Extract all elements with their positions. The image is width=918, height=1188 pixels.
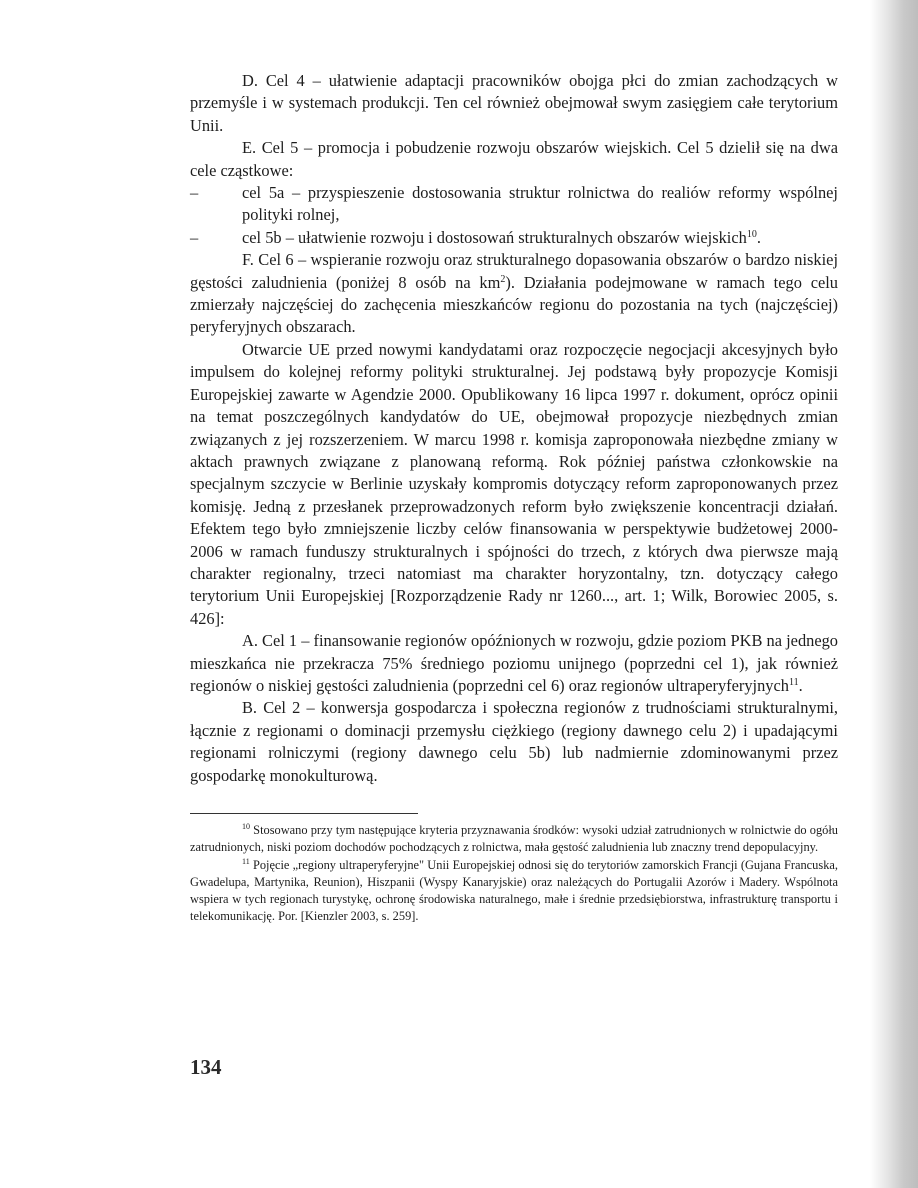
paragraph-new-cel-1: A. Cel 1 – finansowanie regionów opóźnionych w rozwoju, gdzie poziom PKB na jednego mieszkańca nie przekracza 75% średniego poziomu unijnego (poprzedni cel 1), jak również regionów o niskiej gęstości zaludnienia (poprzedni cel 6) oraz regionów ultraperyferyjnych$^{11}$. [190, 631, 838, 695]
footnote-ref-11: 11 [788, 676, 799, 688]
page-edge-shadow [870, 0, 918, 1188]
paragraph-new-cel-2: B. Cel 2 – konwersja gospodarcza i społeczna regionów z trudnościami strukturalnymi, łącznie z regionami o dominacji przemysłu ciężkiego (regiony dawnego celu 2) i upadającymi regionami rolniczymi (regiony dawnego celu 5b) lub nadmiernie zdominowanymi przez gospodarkę monokulturową. [190, 698, 838, 785]
dash-bullet: – [190, 227, 199, 247]
footnote-divider [190, 813, 418, 814]
page-number: 134 [190, 1055, 222, 1079]
paragraph-agenda-2000: Otwarcie UE przed nowymi kandydatami oraz rozpoczęcie negocjacji akcesyjnych było impulsem do kolejnej reformy polityki strukturalnej. Jej podstawą były propozycje Komisji Europejskiej zawarte w Agendzie 2000. Opublikowany 16 lipca 1997 r. dokument, oprócz opinii na temat poszczególnych kandydatów do UE, obejmował propozycje niezbędnych zmian związanych z jej rozszerzeniem. W marcu 1998 r. komisja zaproponowała niezbędne zmiany w aktach prawnych związane z planowaną reformą. Rok później państwa członkowskie na specjalnym szczycie w Berlinie uzyskały kompromis dotyczący reform zaproponowanych przez komisję. Jedną z przesłanek przeprowadzonych reform było zwiększenie koncentracji działań. Efektem tego było zmniejszenie liczby celów finansowania w perspektywie budżetowej 2000-2006 w ramach funduszy strukturalnych i spójności do trzech, z których dwa pierwsze mają charakter regionalny, trzeci natomiast ma charakter horyzontalny, tzn. dotyczący całego terytorium Unii Europejskiej [Rozporządzenie Rady nr 1260..., art. 1; Wilk, Borowiec 2005, s. 426]: [190, 339, 838, 628]
footnote-11: $^{11}$ Pojęcie „regiony ultraperyferyjne" Unii Europejskiej odnosi się do terytoriów zamorskich Francji (Gujana Francuska, Gwadelupa, Martynika, Reunion), Hiszpanii (Wyspy Kanaryjskie) oraz należących do Portugalii Azorów i Madery. Wspólnota wspiera w tych regionach turystykę, ochronę środowiska naturalnego, małe i średnie przedsiębiorstwa, infrastrukturę transportu i telekomunikację. Por. [Kienzler 2003, s. 259]. [190, 856, 838, 924]
list-item-cel-5a: – cel 5a – przyspieszenie dostosowania struktur rolnictwa do realiów reformy wspólnej polityki rolnej, [190, 183, 838, 225]
list-item-cel-5b: – cel 5b – ułatwienie rozwoju i dostosowań strukturalnych obszarów wiejskich$^{10}$. [190, 227, 838, 249]
dash-bullet: – [190, 183, 199, 203]
body-text [190, 70, 838, 787]
page-content [190, 70, 838, 926]
footnote-10: $^{10}$ Stosowano przy tym następujące kryteria przyznawania środków: wysoki udział zatrudnionych w rolnictwie do ogółu zatrudnionych, niski poziom dochodów pochodzących z rolnictwa, mała gęstość zaludnienia lub znaczny trend depopulacyjny. [190, 822, 838, 855]
paragraph-cel-6: F. Cel 6 – wspieranie rozwoju oraz strukturalnego dopasowania obszarów o bardzo niskiej gęstości zaludnienia (poniżej 8 osób na $km^2$). Działania podejmowane w ramach tego celu zmierzały najczęściej do zachęcenia mieszkańców regionu do pozostania na tych (najczęściej) peryferyjnych obszarach. [190, 250, 838, 337]
paragraph-cel-4: D. Cel 4 – ułatwienie adaptacji pracowników obojga płci do zmian zachodzących w przemyśle i w systemach produkcji. Ten cel również obejmował swym zasięgiem całe terytorium Unii. [190, 71, 838, 135]
footnotes [190, 822, 838, 926]
superscript-2: 2 [500, 273, 506, 285]
paragraph-cel-5: E. Cel 5 – promocja i pobudzenie rozwoju obszarów wiejskich. Cel 5 dzielił się na dwa cele cząstkowe: [190, 138, 838, 180]
footnote-ref-10: 10 [746, 228, 757, 240]
